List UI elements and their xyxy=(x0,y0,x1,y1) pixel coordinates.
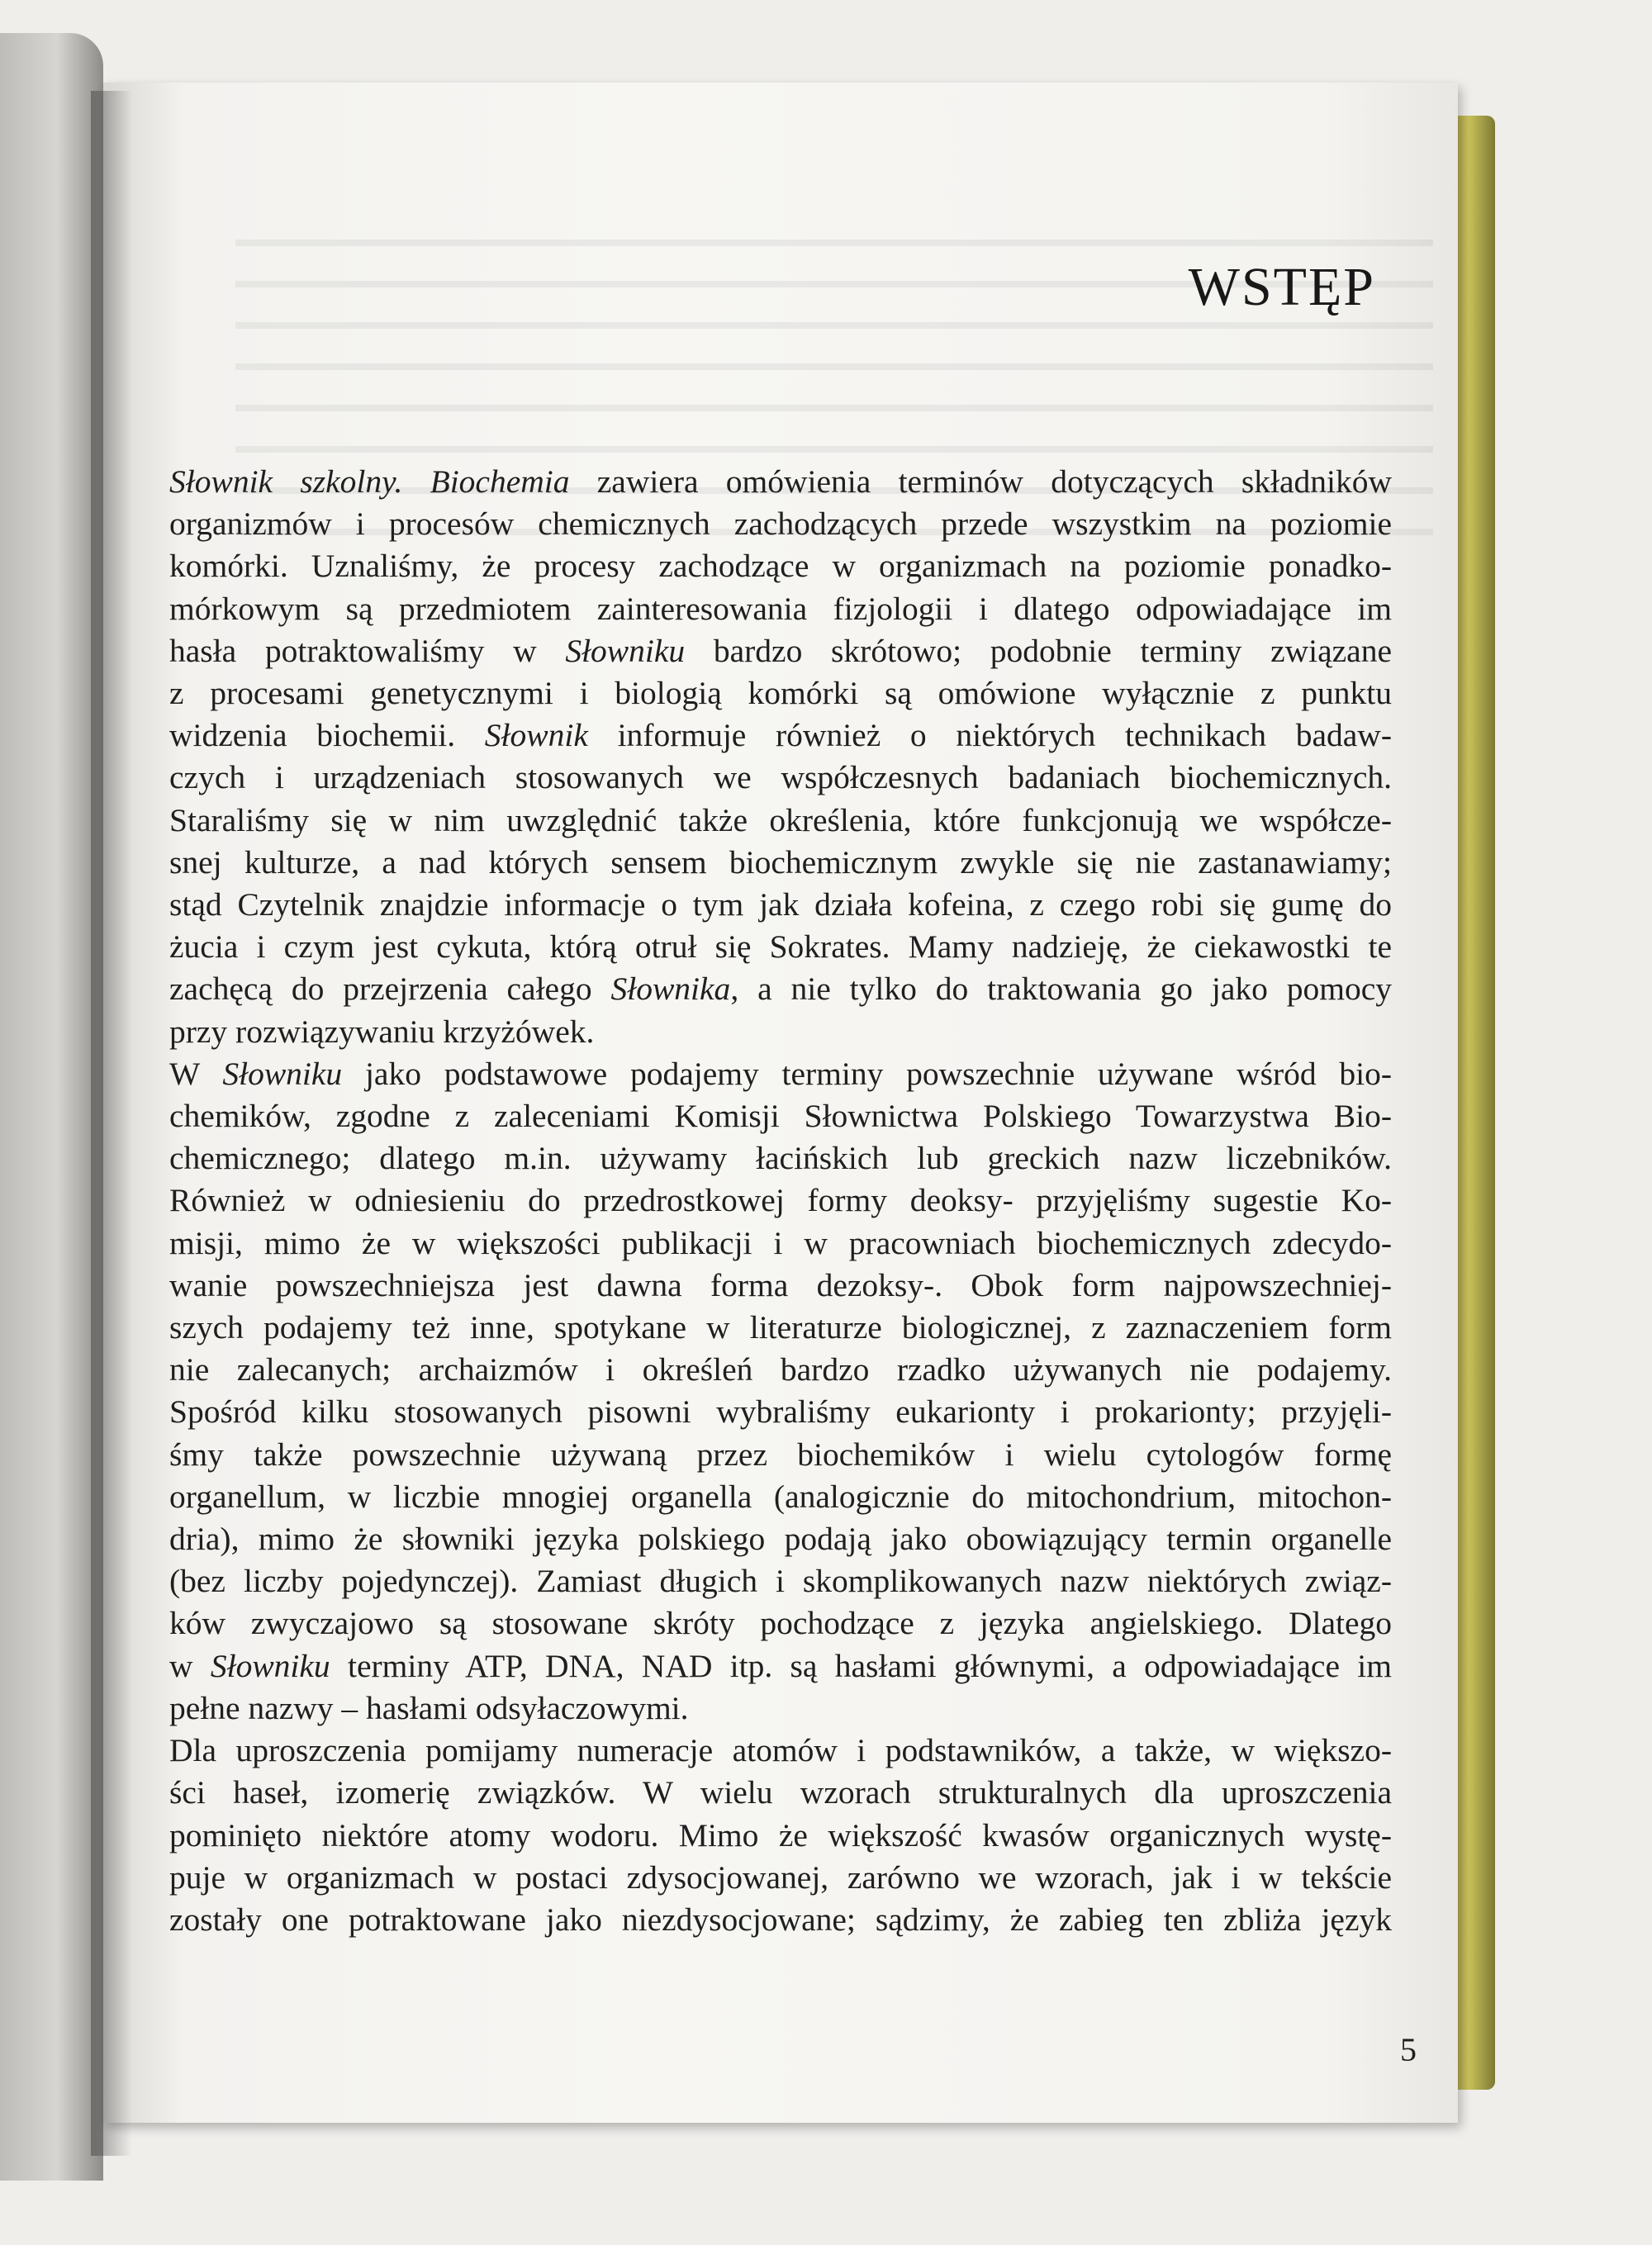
italic-text: Słowniku xyxy=(210,1647,330,1684)
text-run: z procesami genetycznymi i biologią komórki są omówione wyłącznie z punktu xyxy=(169,675,1392,712)
text-run: ści haseł, izomerię związków. W wielu wzorach strukturalnych dla uproszczenia xyxy=(169,1774,1392,1811)
text-line xyxy=(169,1899,1392,1941)
text-run: zostały one potraktowane jako niezdysocjowane; sądzimy, że zabieg ten zbliża język xyxy=(169,1901,1392,1938)
italic-text: Słownika xyxy=(610,971,731,1008)
text-line xyxy=(169,842,1392,884)
text-run: ków zwyczajowo są stosowane skróty pochodzące z języka angielskiego. Dlatego xyxy=(169,1605,1392,1642)
text-run: zachęcą do przejrzenia całego xyxy=(169,971,611,1008)
text-run: wanie powszechniejsza jest dawna forma dezoksy-. Obok form najpowszechniej- xyxy=(169,1266,1392,1303)
text-line xyxy=(169,1265,1392,1307)
text-line xyxy=(169,545,1392,587)
text-line xyxy=(169,588,1392,630)
text-line xyxy=(169,672,1392,714)
text-run: pominięto niektóre atomy wodoru. Mimo że większość kwasów organicznych wystę- xyxy=(169,1816,1392,1853)
left-page-edge xyxy=(0,33,103,2181)
text-run: Staraliśmy się w nim uwzględnić także określenia, które funkcjonują we współcze- xyxy=(169,801,1392,838)
text-line xyxy=(169,1222,1392,1265)
spine-shadow xyxy=(91,91,132,2156)
text-run: szych podajemy też inne, spotykane w literaturze biologicznej, z zaznaczeniem form xyxy=(169,1309,1392,1346)
text-line xyxy=(169,1645,1392,1687)
italic-text: Słowniku xyxy=(222,1055,343,1092)
text-line xyxy=(169,1137,1392,1179)
text-run: Spośród kilku stosowanych pisowni wybraliśmy eukarionty i prokarionty; przyjęli- xyxy=(169,1393,1392,1431)
text-line xyxy=(169,1434,1392,1476)
text-line xyxy=(169,1011,1392,1053)
text-run: zawiera omówienia terminów dotyczących składników xyxy=(569,463,1392,500)
text-run: chemicznego; dlatego m.in. używamy łacińskich lub greckich nazw liczebników. xyxy=(169,1140,1392,1177)
text-run: , a nie tylko do traktowania go jako pomocy xyxy=(730,971,1392,1008)
page-title: WSTĘP xyxy=(1188,257,1375,317)
italic-text: Słownik xyxy=(484,717,588,754)
text-run: śmy także powszechnie używaną przez biochemików i wielu cytologów formę xyxy=(169,1436,1392,1473)
text-run: hasła potraktowaliśmy w xyxy=(169,632,566,669)
text-line xyxy=(169,1560,1392,1602)
text-run: bardzo skrótowo; podobnie terminy związane xyxy=(685,632,1392,669)
text-line xyxy=(169,1772,1392,1814)
text-line xyxy=(169,503,1392,545)
text-line xyxy=(169,757,1392,799)
book-page xyxy=(103,83,1458,2123)
text-line xyxy=(169,800,1392,842)
text-run: żucia i czym jest cykuta, którą otruł się Sokrates. Mamy nadzieję, że ciekawostki te xyxy=(169,928,1392,966)
text-line xyxy=(169,1349,1392,1391)
text-line xyxy=(169,630,1392,672)
text-run: stąd Czytelnik znajdzie informacje o tym jak działa kofeina, z czego robi się gumę do xyxy=(169,886,1392,923)
text-line xyxy=(169,1815,1392,1857)
text-run: puje w organizmach w postaci zdysocjowanej, zarówno we wzorach, jak i w tekście xyxy=(169,1858,1392,1896)
text-run: mórkowym są przedmiotem zainteresowania fizjologii i dlatego odpowiadające im xyxy=(169,590,1392,627)
text-run: widzenia biochemii. xyxy=(169,717,485,754)
text-run: czych i urządzeniach stosowanych we współczesnych badaniach biochemicznych. xyxy=(169,759,1392,796)
text-run: terminy ATP, DNA, NAD itp. są hasłami głównymi, a odpowiadające im xyxy=(330,1647,1392,1684)
text-run: W xyxy=(169,1055,223,1092)
text-run: pełne nazwy – hasłami odsyłaczowymi. xyxy=(169,1689,689,1726)
text-line xyxy=(169,968,1392,1010)
text-line xyxy=(169,1602,1392,1645)
body-text xyxy=(169,461,1392,1941)
text-line xyxy=(169,1687,1392,1730)
italic-text: Słownik szkolny. Biochemia xyxy=(169,463,570,500)
text-run: chemików, zgodne z zaleceniami Komisji Słownictwa Polskiego Towarzystwa Bio- xyxy=(169,1098,1392,1135)
text-run: misji, mimo że w większości publikacji i w pracowniach biochemicznych zdecydo- xyxy=(169,1224,1392,1261)
text-line xyxy=(169,1518,1392,1560)
text-run: przy rozwiązywaniu krzyżówek. xyxy=(169,1013,595,1050)
text-run: Dla uproszczenia pomijamy numeracje atomów i podstawników, a także, w większo- xyxy=(169,1732,1392,1769)
text-run: snej kulturze, a nad których sensem biochemicznym zwykle się nie zastanawiamy; xyxy=(169,843,1392,880)
text-run: jako podstawowe podajemy terminy powszechnie używane wśród bio- xyxy=(342,1055,1392,1092)
text-line xyxy=(169,1730,1392,1772)
italic-text: Słowniku xyxy=(565,632,686,669)
text-run: nie zalecanych; archaizmów i określeń bardzo rzadko używanych nie podajemy. xyxy=(169,1351,1392,1388)
text-run: (bez liczby pojedynczej). Zamiast długich i skomplikowanych nazw niektórych związ- xyxy=(169,1563,1392,1600)
text-line xyxy=(169,1053,1392,1095)
text-run: w xyxy=(169,1647,211,1684)
text-line xyxy=(169,884,1392,926)
text-run: dria), mimo że słowniki języka polskiego podają jako obowiązujący termin organelle xyxy=(169,1521,1392,1558)
text-line xyxy=(169,1857,1392,1899)
text-run: Również w odniesieniu do przedrostkowej formy deoksy- przyjęliśmy sugestie Ko- xyxy=(169,1182,1392,1219)
text-run: organellum, w liczbie mnogiej organella (analogicznie do mitochondrium, mitochon- xyxy=(169,1478,1392,1515)
text-line xyxy=(169,926,1392,968)
text-line xyxy=(169,1095,1392,1137)
page-number: 5 xyxy=(1400,2031,1417,2068)
text-run: informuje również o niektórych technikach badaw- xyxy=(587,717,1392,754)
text-line xyxy=(169,1307,1392,1349)
text-line xyxy=(169,1476,1392,1518)
text-line xyxy=(169,714,1392,757)
text-line xyxy=(169,1391,1392,1433)
text-run: komórki. Uznaliśmy, że procesy zachodzące w organizmach na poziomie ponadko- xyxy=(169,548,1392,585)
text-line xyxy=(169,1179,1392,1222)
text-line xyxy=(169,461,1392,503)
text-run: organizmów i procesów chemicznych zachodzących przede wszystkim na poziomie xyxy=(169,505,1392,543)
